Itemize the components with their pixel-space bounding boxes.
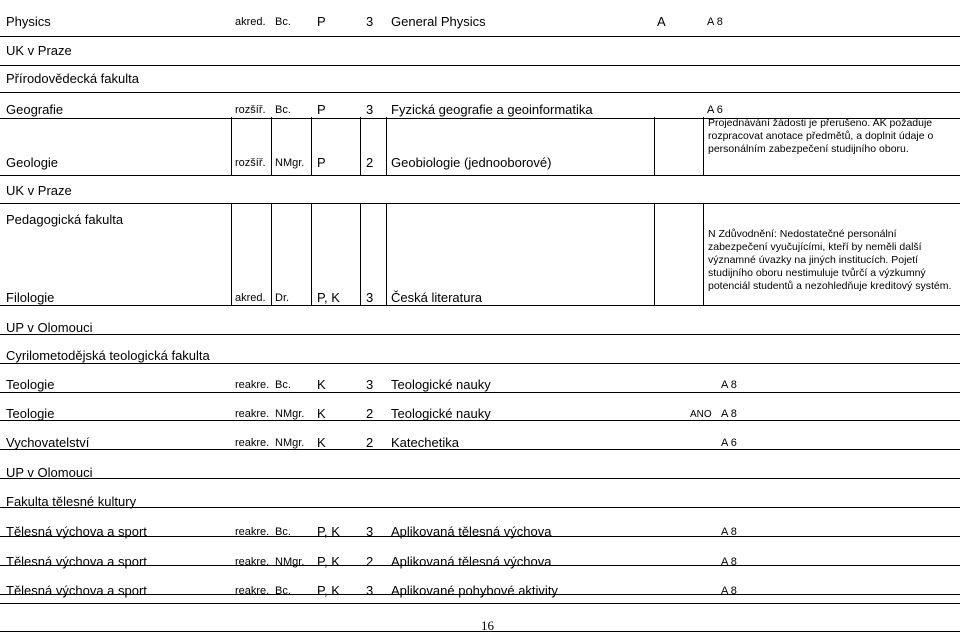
faculty-name: Fakulta tělesné kultury	[6, 494, 137, 509]
decision-note: Projednávání žádosti je přerušeno. AK požaduje rozpracovat anotace předmětů, a doplnit údaje o personálním zabezpečení studijního oboru.	[708, 117, 934, 155]
grade: A 8	[707, 16, 723, 28]
degree: Bc.	[275, 104, 291, 116]
rule	[0, 450, 960, 479]
field-cell: Teologie	[6, 377, 55, 392]
study-form: P	[317, 155, 326, 170]
ano-flag: ANO	[690, 409, 712, 420]
grade: A 8	[721, 526, 737, 538]
accreditation-type: reakre.	[235, 408, 270, 420]
accreditation-type: reakre.	[235, 379, 270, 391]
col-rule	[703, 117, 704, 176]
col-rule	[654, 203, 655, 306]
decision-note: N Zdůvodnění: Nedostatečné personální zabezpečení vyučujícími, kteří by neměli další významné úvazky na jiných institucích. Pojetí studijního oboru nestimuluje tvůrčí a výzkumný potenciál studentů a nezohledňuje kreditový systém.	[708, 228, 952, 292]
study-form: P	[317, 102, 326, 117]
field-cell: Physics	[6, 14, 51, 29]
years: 3	[366, 102, 374, 117]
faculty-name: Přírodovědecká fakulta	[6, 71, 139, 86]
field-cell: Tělesná výchova a sport	[6, 583, 147, 598]
programme: Katechetika	[391, 435, 459, 450]
degree: NMgr.	[275, 408, 305, 420]
study-form: P	[317, 14, 326, 29]
years: 3	[366, 583, 374, 598]
rule	[0, 64, 960, 93]
accreditation-type: reakre.	[235, 585, 270, 597]
programme: Aplikovaná tělesná výchova	[391, 524, 552, 539]
grade: A 8	[721, 408, 737, 420]
accreditation-type: akred.	[235, 292, 266, 304]
col-rule	[271, 203, 272, 306]
accreditation-type: reakre.	[235, 437, 270, 449]
degree: Bc.	[275, 585, 291, 597]
field-cell: Tělesná výchova a sport	[6, 554, 147, 569]
university-name: UP v Olomouci	[6, 465, 93, 480]
col-rule	[231, 117, 232, 176]
study-form: K	[317, 377, 326, 392]
rule	[0, 421, 960, 450]
programme: Teologické nauky	[391, 406, 491, 421]
field-cell: Geologie	[6, 155, 59, 170]
accreditation-type: rozšíř.	[235, 104, 266, 116]
col-rule	[386, 203, 387, 306]
grade: A 8	[721, 556, 737, 568]
degree: Bc.	[275, 379, 291, 391]
degree: Bc.	[275, 16, 291, 28]
page-number: 16	[481, 618, 494, 633]
degree: Dr.	[275, 292, 290, 304]
study-form: P, K	[317, 524, 340, 539]
university-name: UK v Praze	[6, 43, 72, 58]
study-form: K	[317, 406, 326, 421]
col-rule	[231, 203, 232, 306]
years: 2	[366, 554, 374, 569]
years: 2	[366, 435, 374, 450]
col-rule	[360, 203, 361, 306]
programme: Aplikované pohybové aktivity	[391, 583, 558, 598]
faculty-name: Cyrilometodějská teologická fakulta	[6, 348, 210, 363]
accreditation-type: akred.	[235, 16, 266, 28]
rule	[0, 479, 960, 508]
field-cell: Teologie	[6, 406, 55, 421]
col-rule	[360, 117, 361, 176]
degree: NMgr.	[275, 556, 305, 568]
accreditation-type: rozšíř.	[235, 157, 266, 169]
col-rule	[654, 117, 655, 176]
grade: A 6	[721, 437, 737, 449]
university-name: UP v Olomouci	[6, 320, 93, 335]
years: 3	[366, 290, 374, 305]
degree: NMgr.	[275, 437, 305, 449]
grade: A 6	[707, 104, 723, 116]
grade: A 8	[721, 379, 737, 391]
field-cell: Filologie	[6, 290, 55, 305]
language: A	[657, 14, 666, 29]
programme: Teologické nauky	[391, 377, 491, 392]
col-rule	[311, 203, 312, 306]
programme: Česká literatura	[391, 290, 483, 305]
years: 3	[366, 524, 374, 539]
rule	[0, 175, 960, 204]
faculty-name: Pedagogická fakulta	[6, 212, 124, 227]
col-rule	[703, 203, 704, 306]
rule	[0, 37, 960, 66]
col-rule	[271, 117, 272, 176]
programme: Aplikovaná tělesná výchova	[391, 554, 552, 569]
programme: Fyzická geografie a geoinformatika	[391, 102, 593, 117]
col-rule	[386, 117, 387, 176]
study-form: P, K	[317, 290, 340, 305]
accreditation-type: reakre.	[235, 526, 270, 538]
study-form: P, K	[317, 583, 340, 598]
years: 2	[366, 406, 374, 421]
programme: General Physics	[391, 14, 486, 29]
years: 2	[366, 155, 374, 170]
university-name: UK v Praze	[6, 183, 72, 198]
years: 3	[366, 377, 374, 392]
programme: Geobiologie (jednooborové)	[391, 155, 552, 170]
field-cell: Tělesná výchova a sport	[6, 524, 147, 539]
years: 3	[366, 14, 374, 29]
degree: Bc.	[275, 526, 291, 538]
col-rule	[311, 117, 312, 176]
accreditation-type: reakre.	[235, 556, 270, 568]
degree: NMgr.	[275, 157, 305, 169]
rule	[0, 306, 960, 335]
study-form: K	[317, 435, 326, 450]
grade: A 8	[721, 585, 737, 597]
field-cell: Geografie	[6, 102, 64, 117]
study-form: P, K	[317, 554, 340, 569]
field-cell: Vychovatelství	[6, 435, 90, 450]
rule	[0, 603, 960, 632]
